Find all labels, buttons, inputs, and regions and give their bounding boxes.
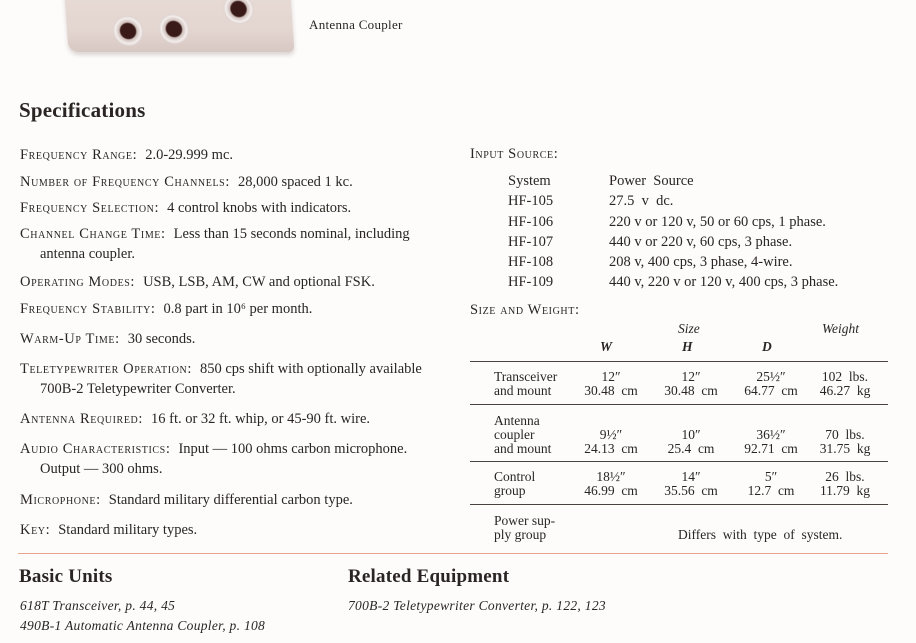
spec-item xyxy=(20,272,445,292)
header-size: Size xyxy=(678,321,700,336)
cell-line: 12.7 cm xyxy=(747,483,795,498)
spec-value: 2.0-29.999 mc. xyxy=(145,147,234,163)
row-name xyxy=(494,414,574,456)
system-cell: HF-109 xyxy=(508,274,554,291)
header-h: H xyxy=(682,339,693,354)
table-rule xyxy=(470,361,888,362)
cell-line: 70 lbs. xyxy=(825,427,865,442)
antenna-coupler-photo xyxy=(63,0,294,52)
spec-item xyxy=(20,299,445,319)
spec-item xyxy=(20,329,445,349)
input-source-row xyxy=(508,232,838,252)
related-equipment-heading: Related Equipment xyxy=(348,566,510,587)
cell-weight xyxy=(800,428,890,456)
header-w: W xyxy=(600,339,613,354)
related-equipment-item: 700B-2 Teletypewriter Converter, p. 122, 123 xyxy=(348,598,606,613)
cell-line: 35.56 cm xyxy=(664,483,718,498)
power-cell: 220 v or 120 v, 50 or 60 cps, 1 phase. xyxy=(609,213,826,230)
row-name-line: Transceiver xyxy=(494,369,558,384)
spec-item xyxy=(20,439,445,479)
specifications-heading: Specifications xyxy=(19,98,146,122)
spec-item xyxy=(20,490,445,510)
input-source-row xyxy=(508,272,838,292)
spec-item xyxy=(20,172,445,192)
spec-label: Teletypewriter Operation: xyxy=(20,361,192,377)
row-name-line: Power sup- xyxy=(494,513,556,528)
input-source-header xyxy=(508,171,838,191)
size-weight-table xyxy=(470,318,888,544)
cell-h xyxy=(646,370,736,398)
spec-item xyxy=(20,359,445,399)
spec-value: 30 seconds. xyxy=(127,331,196,347)
cell-line: 11.79 kg xyxy=(819,483,871,498)
row-name-line: Antenna xyxy=(494,413,540,428)
cell-line: 30.48 cm xyxy=(664,383,718,398)
cell-line: 46.99 cm xyxy=(584,483,638,498)
spec-value: Standard military differential carbon type. xyxy=(108,492,353,508)
row-name-line: coupler xyxy=(494,427,535,442)
header-d: D xyxy=(762,339,772,354)
spec-value: USB, LSB, AM, CW and optional FSK. xyxy=(143,274,375,290)
row-name xyxy=(494,370,574,398)
cell-line: 102 lbs. xyxy=(821,369,869,384)
cell-weight xyxy=(800,370,890,398)
spec-label: Antenna Required: xyxy=(20,411,143,427)
spec-item xyxy=(20,198,445,218)
input-source-row xyxy=(508,252,838,272)
row-name-line: Control xyxy=(494,469,536,484)
cell-line: 14″ xyxy=(681,469,701,484)
header-system: System xyxy=(508,173,551,189)
system-cell: HF-107 xyxy=(508,233,554,250)
size-weight-label: Size and Weight: xyxy=(470,302,580,318)
row-name-line: and mount xyxy=(494,441,552,456)
spec-label: Number of Frequency Channels: xyxy=(20,174,230,190)
input-source-label: Input Source: xyxy=(470,146,559,162)
power-cell: 440 v or 220 v, 60 cps, 3 phase. xyxy=(609,233,793,250)
cell-w xyxy=(566,470,656,498)
spec-item xyxy=(20,409,445,429)
row-name-line: and mount xyxy=(494,383,552,398)
input-source-row xyxy=(508,212,838,232)
cell-line: 12″ xyxy=(681,369,701,384)
system-cell: HF-108 xyxy=(508,254,554,271)
basic-unit-item: 490B-1 Automatic Antenna Coupler, p. 108 xyxy=(20,618,266,633)
power-cell: 27.5 v dc. xyxy=(609,193,674,210)
cell-w xyxy=(566,428,656,456)
header-weight: Weight xyxy=(822,321,859,336)
spec-value: Input — 100 ohms carbon microphone. Output — 300 ohms. xyxy=(40,441,408,477)
input-source-row xyxy=(508,191,838,211)
connector-1 xyxy=(112,16,144,46)
spec-label: Microphone: xyxy=(20,492,101,508)
spec-item xyxy=(20,145,445,165)
table-rule xyxy=(470,404,888,405)
cell-line: 10″ xyxy=(681,427,701,442)
cell-line: 25½″ xyxy=(756,369,786,384)
spec-value: 850 cps shift with optionally available 700B-2 Teletypewriter Converter. xyxy=(40,361,422,397)
table-rule xyxy=(470,504,888,505)
spec-label: Audio Characteristics: xyxy=(20,441,171,457)
connector-2 xyxy=(158,14,190,44)
row-name-line: group xyxy=(494,483,526,498)
connector-3 xyxy=(222,0,254,24)
cell-line: 30.48 cm xyxy=(584,383,638,398)
cell-line: 25.4 cm xyxy=(667,441,715,456)
spec-item xyxy=(20,520,445,540)
basic-unit-item: 618T Transceiver, p. 44, 45 xyxy=(20,598,176,613)
spec-value: 0.8 part in 10⁶ per month. xyxy=(163,301,313,317)
row-name-line: ply group xyxy=(494,527,547,542)
photo-caption: Antenna Coupler xyxy=(309,17,403,32)
input-source-table xyxy=(508,171,838,293)
power-cell: 208 v, 400 cps, 3 phase, 4-wire. xyxy=(609,254,793,271)
power-cell: 440 v, 220 v or 120 v, 400 cps, 3 phase. xyxy=(609,274,839,291)
row-name xyxy=(494,470,574,498)
related-equipment-list xyxy=(348,596,606,616)
spec-item xyxy=(20,224,445,264)
cell-line: 5″ xyxy=(764,469,778,484)
spec-label: Frequency Stability: xyxy=(20,301,156,317)
cell-line: 12″ xyxy=(601,369,621,384)
cell-line: 26 lbs. xyxy=(825,469,865,484)
cell-line: 64.77 cm xyxy=(744,383,798,398)
table-rule xyxy=(470,461,888,462)
cell-line: 36½″ xyxy=(756,427,786,442)
spec-label: Operating Modes: xyxy=(20,274,136,290)
spec-value: 4 control knobs with indicators. xyxy=(167,200,352,216)
cell-weight xyxy=(800,470,890,498)
cell-h xyxy=(646,428,736,456)
basic-units-list xyxy=(20,596,265,636)
spec-label: Key: xyxy=(20,522,51,538)
spec-label: Frequency Selection: xyxy=(20,200,160,216)
cell-line: 46.27 kg xyxy=(819,383,871,398)
system-cell: HF-105 xyxy=(508,193,554,210)
basic-units-heading: Basic Units xyxy=(19,566,113,587)
header-power-source: Power Source xyxy=(609,173,694,189)
cell-w xyxy=(566,370,656,398)
cell-line: 92.71 cm xyxy=(744,441,798,456)
spec-value: Less than 15 seconds nominal, including antenna coupler. xyxy=(40,226,410,262)
cell-line: 9½″ xyxy=(599,427,623,442)
spec-value: 28,000 spaced 1 kc. xyxy=(237,174,353,190)
power-supply-note: Differs with type of system. xyxy=(678,527,843,542)
cell-line: 24.13 cm xyxy=(584,441,638,456)
system-cell: HF-106 xyxy=(508,213,554,230)
spec-label: Channel Change Time: xyxy=(20,226,166,242)
spec-value: 16 ft. or 32 ft. whip, or 45-90 ft. wire. xyxy=(150,411,371,427)
cell-line: 31.75 kg xyxy=(819,441,871,456)
row-name xyxy=(494,514,574,542)
spec-label: Frequency Range: xyxy=(20,147,138,163)
spec-value: Standard military types. xyxy=(58,522,198,538)
section-divider xyxy=(18,553,888,554)
cell-line: 18½″ xyxy=(596,469,626,484)
cell-h xyxy=(646,470,736,498)
spec-label: Warm-Up Time: xyxy=(20,331,120,347)
